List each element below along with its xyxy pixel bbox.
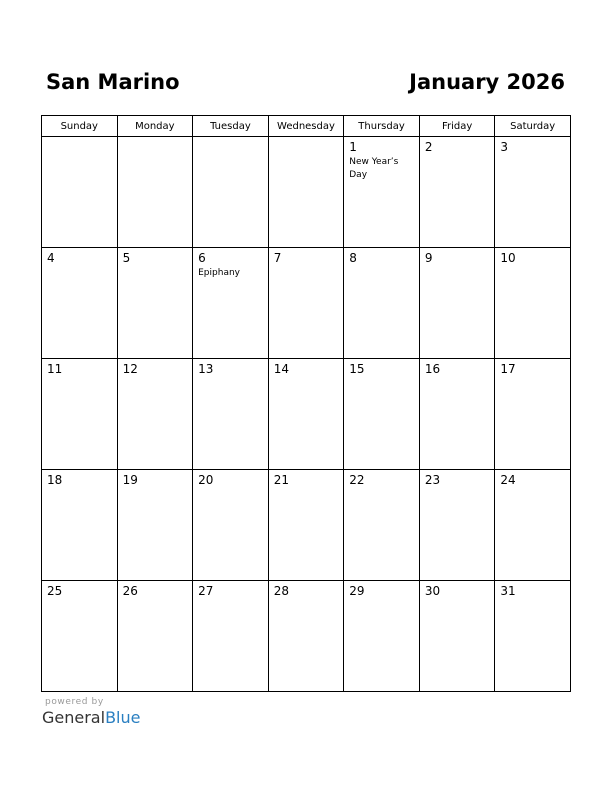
day-cell [42,248,118,359]
day-number: 17 [500,362,516,376]
day-number: 29 [349,584,365,598]
day-cell [117,581,193,692]
day-number: 8 [349,251,357,265]
day-number: 28 [273,584,289,598]
day-number: 20 [198,473,214,487]
day-number: 5 [122,251,131,265]
weekday-thursday: Thursday [344,116,420,137]
day-cell [419,248,495,359]
day-number: 24 [500,473,516,487]
day-number: 31 [500,584,516,598]
day-number: 2 [424,140,433,154]
day-number: 16 [424,362,441,376]
brand-general-text: General [42,708,106,727]
day-cell [419,581,495,692]
day-cell [42,470,118,581]
day-cell [268,248,344,359]
day-cell [268,137,344,248]
day-number: 12 [122,362,138,376]
day-cell [117,137,193,248]
day-cell [495,359,571,470]
weekday-saturday: Saturday [495,116,571,137]
day-cell [344,137,420,248]
day-cell [193,248,269,359]
day-cell [344,581,420,692]
day-number: 15 [349,362,365,376]
day-number: 9 [424,251,433,265]
week-row [42,137,571,248]
day-cell [42,581,118,692]
generalblue-logo[interactable] [42,708,140,727]
day-number: 6 [198,251,206,265]
day-cell [344,470,420,581]
day-cell [495,137,571,248]
holiday-label: Epiphany [198,268,240,278]
day-cell [419,137,495,248]
day-cell [42,137,118,248]
calendar-grid [41,115,571,692]
day-cell [268,581,344,692]
day-cell [268,359,344,470]
weekday-sunday: Sunday [42,116,118,137]
weekday-wednesday: Wednesday [268,116,344,137]
holiday-label: New Year’s Day [349,157,399,180]
weekday-monday: Monday [117,116,193,137]
weekday-header-row [42,116,571,137]
weekday-tuesday: Tuesday [193,116,269,137]
day-number: 10 [500,251,516,265]
day-cell [42,359,118,470]
day-number: 27 [198,584,214,598]
day-number: 7 [273,251,282,265]
day-number: 18 [47,473,63,487]
day-cell [495,470,571,581]
day-cell [268,470,344,581]
day-cell [495,248,571,359]
country-title: San Marino [46,70,180,94]
day-number: 3 [500,140,509,154]
day-number: 25 [47,584,63,598]
day-cell [495,581,571,692]
day-number: 1 [349,140,357,154]
day-number: 4 [47,251,55,265]
day-number: 21 [273,473,289,487]
day-cell [117,248,193,359]
day-cell [193,137,269,248]
day-number: 23 [424,473,441,487]
day-cell [419,470,495,581]
day-cell [344,248,420,359]
brand-blue-text: Blue [105,708,141,727]
week-row [42,359,571,470]
month-title: January 2026 [409,70,565,94]
day-cell [419,359,495,470]
day-cell [344,359,420,470]
day-number: 11 [47,362,63,376]
powered-by-label: powered by [45,697,104,707]
day-number: 13 [198,362,214,376]
day-cell [117,359,193,470]
weekday-friday: Friday [419,116,495,137]
day-number: 30 [424,584,441,598]
day-number: 14 [273,362,289,376]
day-cell [193,581,269,692]
week-row [42,470,571,581]
day-cell [193,470,269,581]
day-cell [117,470,193,581]
week-row [42,581,571,692]
day-number: 19 [122,473,138,487]
day-number: 26 [122,584,138,598]
week-row [42,248,571,359]
day-number: 22 [349,473,365,487]
day-cell [193,359,269,470]
